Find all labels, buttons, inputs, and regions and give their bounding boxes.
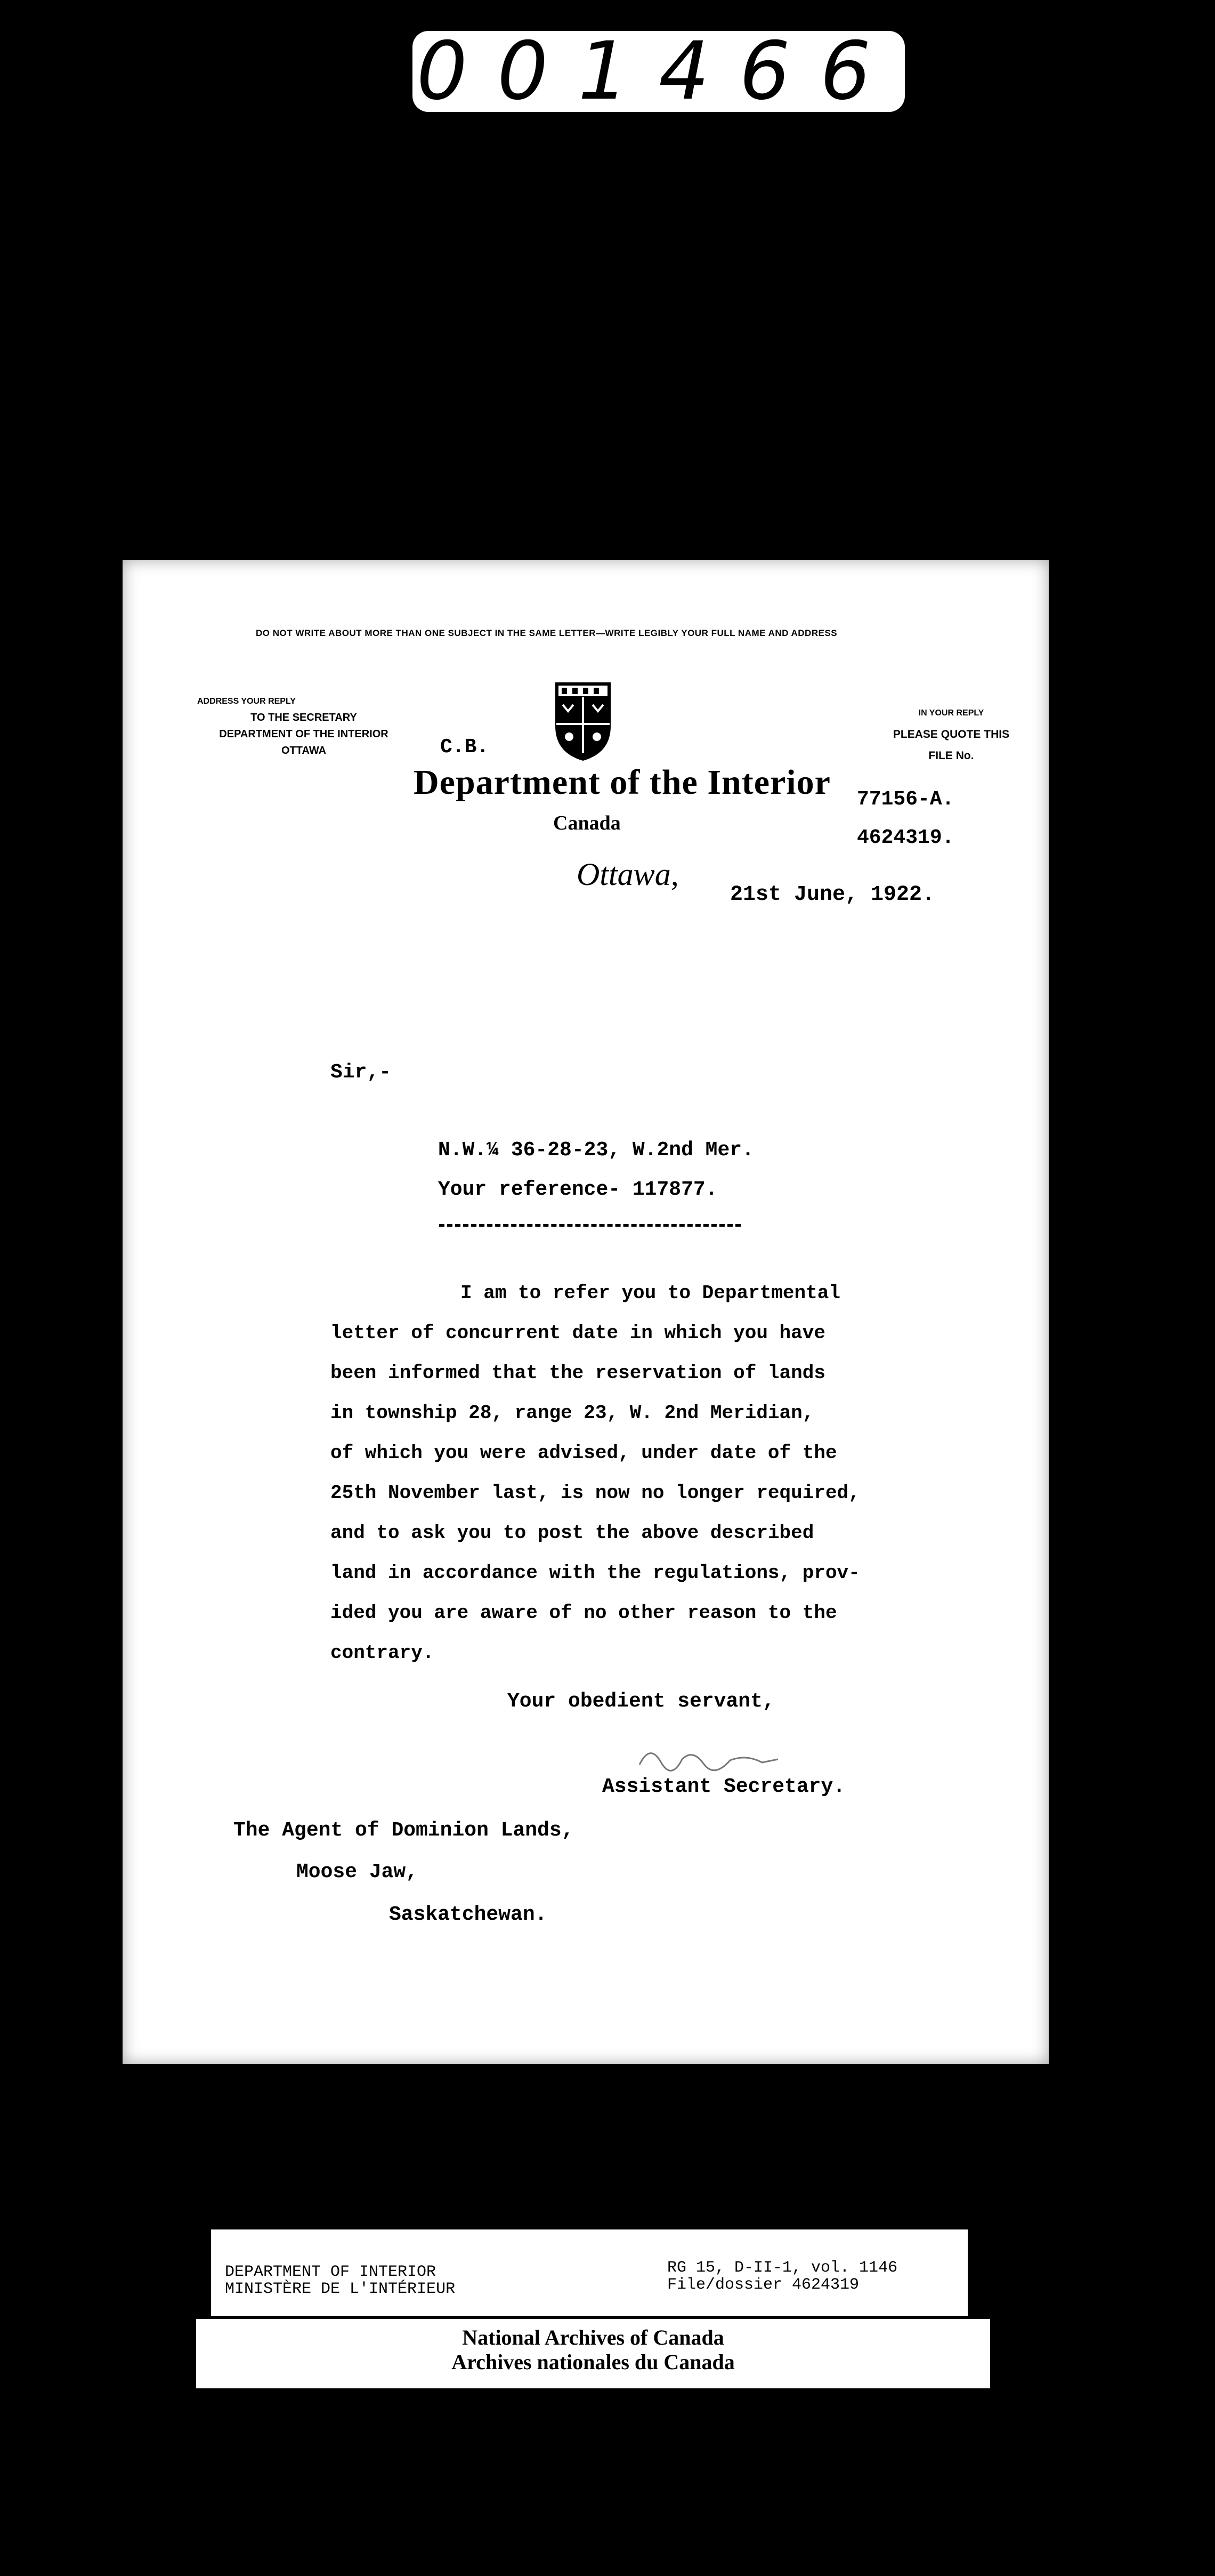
body-line: ided you are aware of no other reason to the [330, 1602, 837, 1624]
letter-date: 21st June, 1922. [730, 883, 935, 907]
recipient-line: Moose Jaw, [296, 1861, 418, 1883]
reply-quote-block [818, 703, 1084, 767]
coat-of-arms-icon [551, 678, 615, 763]
body-line: been informed that the reservation of lands [330, 1362, 825, 1384]
microfilm-frame-number: 001466 [412, 31, 905, 112]
recipient-line: Saskatchewan. [389, 1903, 547, 1926]
body-line: and to ask you to post the above described [330, 1522, 814, 1544]
city-name: Ottawa, [577, 857, 679, 892]
archive-name-line: Archives nationales du Canada [451, 2350, 735, 2374]
archive-department [225, 2264, 455, 2298]
country-name: Canada [553, 812, 621, 834]
archive-department-line: MINISTÈRE DE L'INTÉRIEUR [225, 2280, 456, 2298]
divider [439, 1224, 741, 1227]
body-line: 25th November last, is now no longer required, [330, 1482, 860, 1504]
letter-body [330, 1273, 970, 1673]
letterhead-notice: DO NOT WRITE ABOUT MORE THAN ONE SUBJECT IN THE SAME LETTER—WRITE LEGIBLY YOUR FULL NAME AND ADDRESS [256, 628, 838, 638]
body-line: letter of concurrent date in which you have [330, 1322, 825, 1344]
department-name: Department of the Interior [414, 763, 831, 802]
address-reply-line: DEPARTMENT OF THE INTERIOR [219, 728, 388, 740]
reply-quote-line: PLEASE QUOTE THIS [893, 728, 1010, 740]
signature-role: Assistant Secretary. [602, 1775, 846, 1798]
body-line: I am to refer you to Departmental [460, 1282, 840, 1304]
archive-reference-label [211, 2229, 968, 2316]
body-line: in township 28, range 23, W. 2nd Meridian, [330, 1402, 814, 1424]
address-reply-line: OTTAWA [281, 745, 327, 756]
initials: C.B. [440, 736, 489, 759]
archive-file-reference [667, 2259, 897, 2293]
reply-quote-line: FILE No. [928, 750, 974, 762]
body-line: land in accordance with the regulations, prov- [330, 1562, 860, 1584]
address-reply-line: TO THE SECRETARY [250, 712, 357, 723]
archive-name-label [196, 2319, 990, 2388]
closing: Your obedient servant, [507, 1690, 775, 1713]
your-reference: Your reference- 117877. [438, 1178, 718, 1201]
land-reference: N.W.¼ 36-28-23, W.2nd Mer. [438, 1139, 754, 1162]
file-number: 77156-A. [857, 788, 954, 811]
reply-quote-line: IN YOUR REPLY [918, 709, 984, 718]
body-line: contrary. [330, 1642, 434, 1664]
letter-page [123, 560, 1049, 2064]
archive-reference-line: File/dossier 4624319 [667, 2276, 860, 2294]
address-reply-block [176, 693, 432, 759]
body-line: of which you were advised, under date of the [330, 1442, 837, 1464]
salutation: Sir,- [330, 1061, 392, 1084]
archive-reference-line: RG 15, D-II-1, vol. 1146 [667, 2259, 898, 2277]
recipient-line: The Agent of Dominion Lands, [233, 1819, 574, 1842]
file-number: 4624319. [857, 826, 954, 849]
address-reply-line: ADDRESS YOUR REPLY [197, 697, 296, 706]
archive-department-line: DEPARTMENT OF INTERIOR [225, 2263, 436, 2281]
archive-name-line: National Archives of Canada [462, 2325, 724, 2349]
handwritten-signature [634, 1738, 783, 1775]
